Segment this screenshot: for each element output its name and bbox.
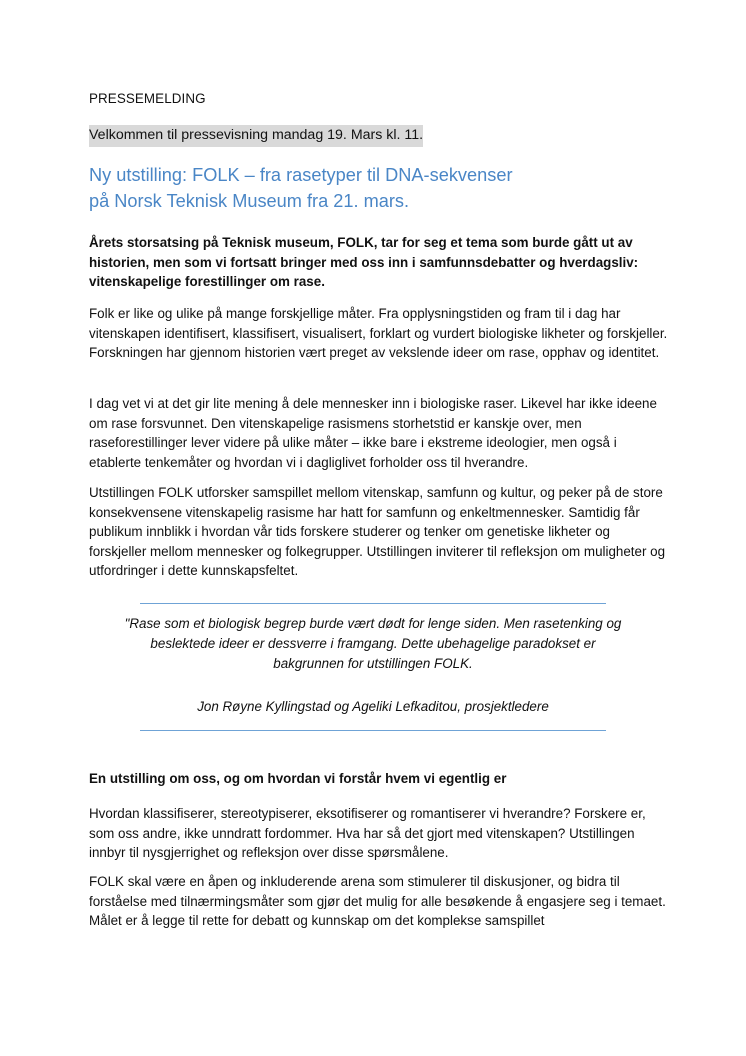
section-subheading: En utstilling om oss, og om hvordan vi forstår hvem vi egentlig er xyxy=(89,771,507,786)
body-paragraph-4: Hvordan klassifiserer, stereotypiserer, eksotifiserer og romantiserer vi hverandre? Forskere er, som oss andre, ikke unndratt fordommer. Hva har så det gjort med vitenskapen? Utstillingen innbyr til nysgjerrighet og refleksjon over disse spørsmålene. xyxy=(89,806,646,861)
quote-text: "Rase som et biologisk begrep burde vært dødt for lenge siden. Men rasetenking og beslektede ideer er dessverre i framgang. Dette ubehagelige paradokset er bakgrunnen for utstillingen FOLK. xyxy=(124,616,622,671)
body-paragraph-1: Folk er like og ulike på mange forskjellige måter. Fra opplysningstiden og fram til i dag har vitenskapen identifisert, klassifisert, visualisert, forklart og vurdert biologiske likheter og forskjeller. Forskningen har gjennom historien vært preget av vekslende ideer om rase, opphav og identitet. xyxy=(89,306,668,361)
document-label: PRESSEMELDING xyxy=(89,91,206,106)
headline-line-2: på Norsk Teknisk Museum fra 21. mars. xyxy=(89,191,410,211)
quote-author: Jon Røyne Kyllingstad og Ageliki Lefkaditou, prosjektledere xyxy=(197,699,549,714)
lead-paragraph: Årets storsatsing på Teknisk museum, FOLK, tar for seg et tema som burde gått ut av historien, men som vi fortsatt bringer med oss inn i samfunnsdebatter og hverdagsliv: vitenskapelige forestillinger om rase. xyxy=(89,235,639,290)
quote-bottom-rule xyxy=(140,730,606,731)
body-paragraph-5: FOLK skal være en åpen og inkluderende arena som stimulerer til diskusjoner, og bidra til forståelse med tilnærmingsmåter som gjør det mulig for alle besøkende å engasjere seg i temaet. Målet er å legge til rette for debatt og kunnskap om det komplekse samspillet xyxy=(89,874,666,929)
body-paragraph-2: I dag vet vi at det gir lite mening å dele mennesker inn i biologiske raser. Likevel har ikke ideene om rase forsvunnet. Den vitenskapelige rasismens storhetstid er kanskje over, men raseforestillinger lever videre på ulike måter – ikke bare i ekstreme ideologier, men også i etablerte tenkemåter og hvordan vi i dagliglivet forholder oss til hverandre. xyxy=(89,396,657,470)
highlight-text: Velkommen til pressevisning mandag 19. Mars kl. 11. xyxy=(89,125,423,147)
highlight-notice xyxy=(89,125,423,147)
headline xyxy=(89,162,649,214)
quote-top-rule xyxy=(140,603,606,604)
body-paragraph-3: Utstillingen FOLK utforsker samspillet mellom vitenskap, samfunn og kultur, og peker på de store konsekvensene vitenskapelig rasisme har hatt for samfunn og enkeltmennesker. Samtidig får publikum innblikk i hvordan vår tids forskere studerer og tenker om genetiske likheter og forskjeller mellom mennesker og folkegrupper. Utstillingen inviterer til refleksjon om muligheter og utfordringer i dette kunnskapsfeltet. xyxy=(89,485,666,579)
headline-line-1: Ny utstilling: FOLK – fra rasetyper til DNA-sekvenser xyxy=(89,165,513,185)
